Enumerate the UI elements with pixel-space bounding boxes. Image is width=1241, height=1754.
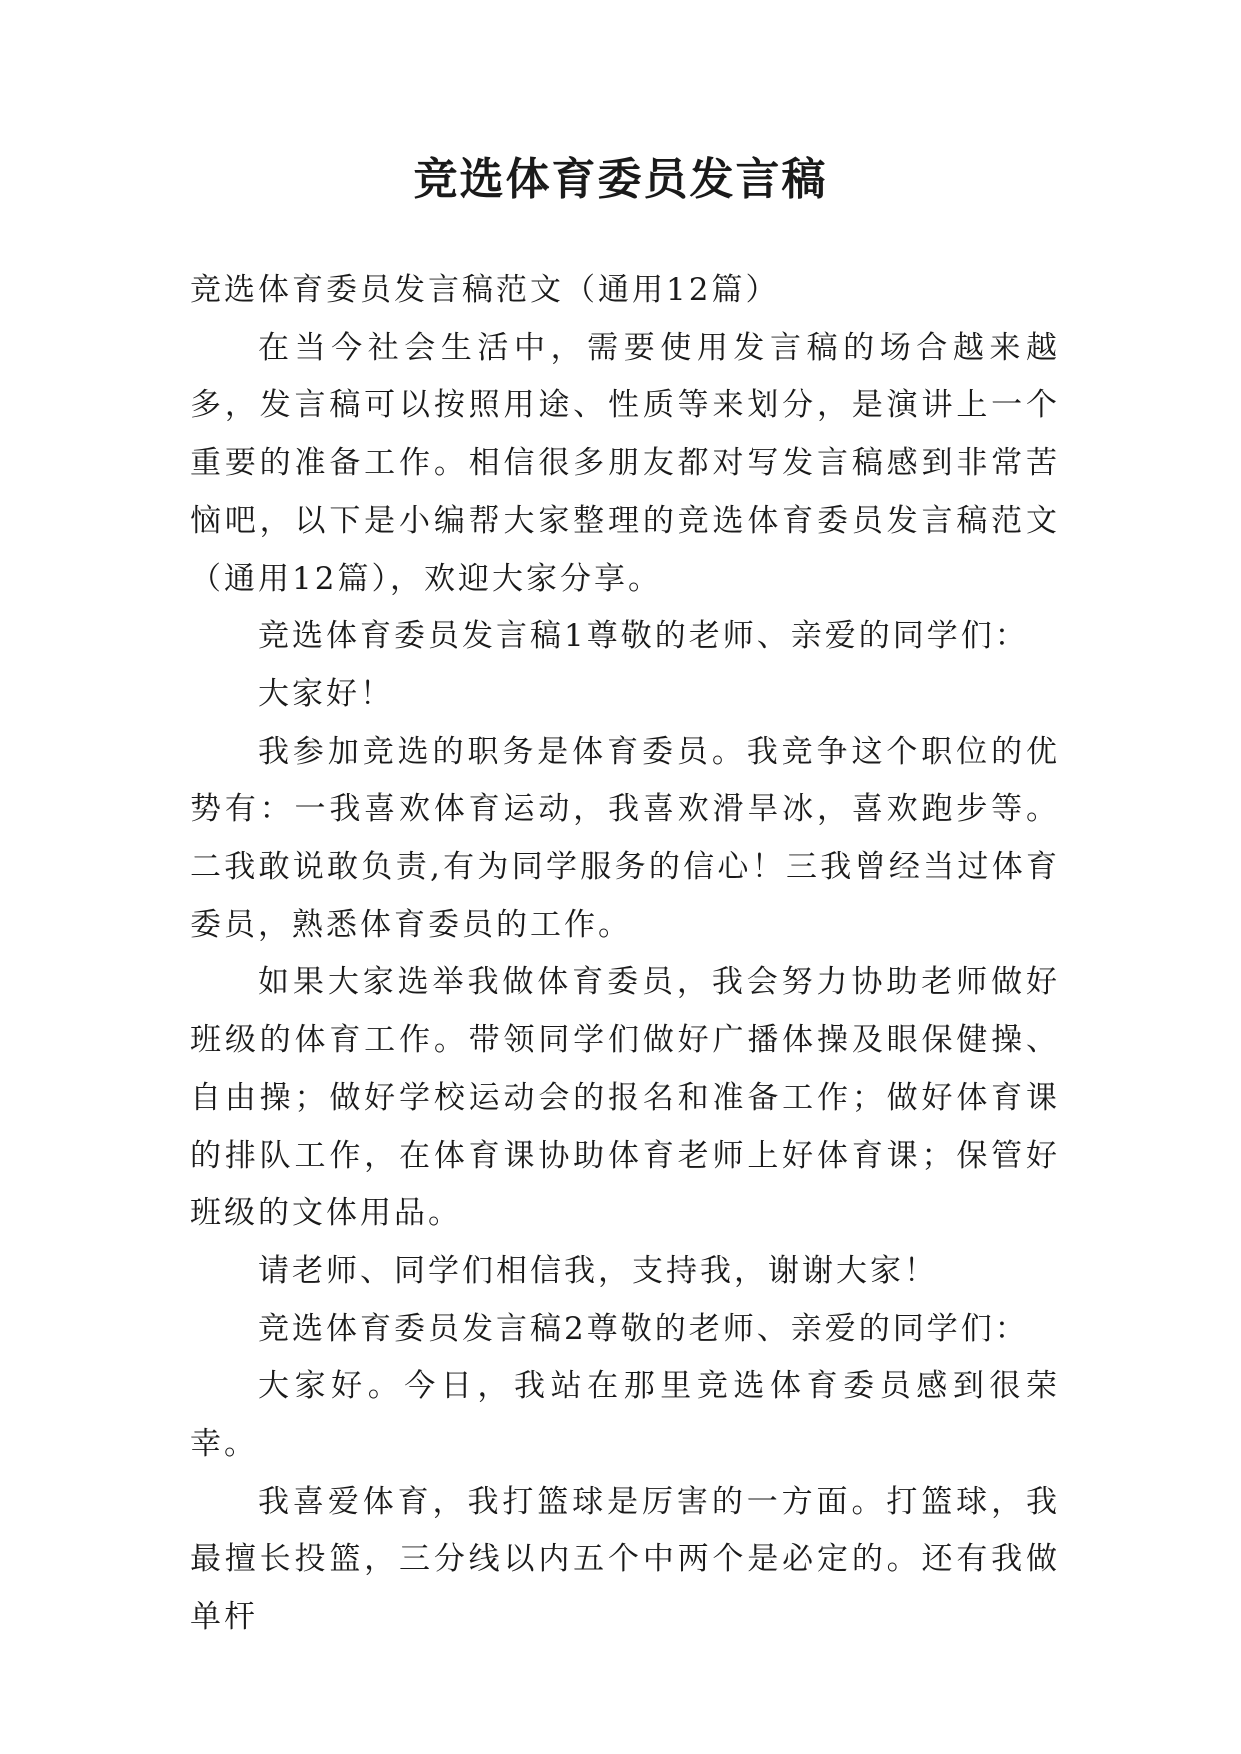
paragraph-speech2-heading: 竞选体育委员发言稿2尊敬的老师、亲爱的同学们： [258,1310,1029,1347]
paragraph-intro: 在当今社会生活中，需要使用发言稿的场合越来越多，发言稿可以按照用途、性质等来划分，是演讲上一个重要的准备工作。相信很多朋友都对写发言稿感到非常苦恼吧，以下是小编帮大家整理的竞选体育委员发言稿范文（通用12篇），欢迎大家分享。 [190,329,1060,597]
paragraph-greeting: 大家好！ [258,675,394,712]
paragraph-closing: 请老师、同学们相信我，支持我，谢谢大家！ [258,1252,938,1289]
paragraph-speech1-heading: 竞选体育委员发言稿1尊敬的老师、亲爱的同学们： [258,618,1029,655]
paragraph-subtitle: 竞选体育委员发言稿范文（通用12篇） [190,272,780,308]
document-body [190,262,1060,1647]
document-title: 竞选体育委员发言稿 [413,154,828,205]
paragraph-plans: 如果大家选举我做体育委员，我会努力协助老师做好班级的体育工作。带领同学们做好广播体操及眼保健操、自由操；做好学校运动会的报名和准备工作；做好体育课的排队工作，在体育课协助体育老师上好体育课；保管好班级的文体用品。 [190,964,1060,1232]
paragraph-advantages: 我参加竞选的职务是体育委员。我竞争这个职位的优势有：一我喜欢体育运动，我喜欢滑旱冰，喜欢跑步等。二我敢说敢负责,有为同学服务的信心！三我曾经当过体育委员，熟悉体育委员的工作。 [190,733,1060,943]
paragraph-speech2-greeting: 大家好。今日，我站在那里竞选体育委员感到很荣幸。 [190,1368,1060,1463]
paragraph-speech2-body: 我喜爱体育，我打篮球是厉害的一方面。打篮球，我最擅长投篮，三分线以内五个中两个是必定的。还有我做单杆 [190,1483,1060,1636]
